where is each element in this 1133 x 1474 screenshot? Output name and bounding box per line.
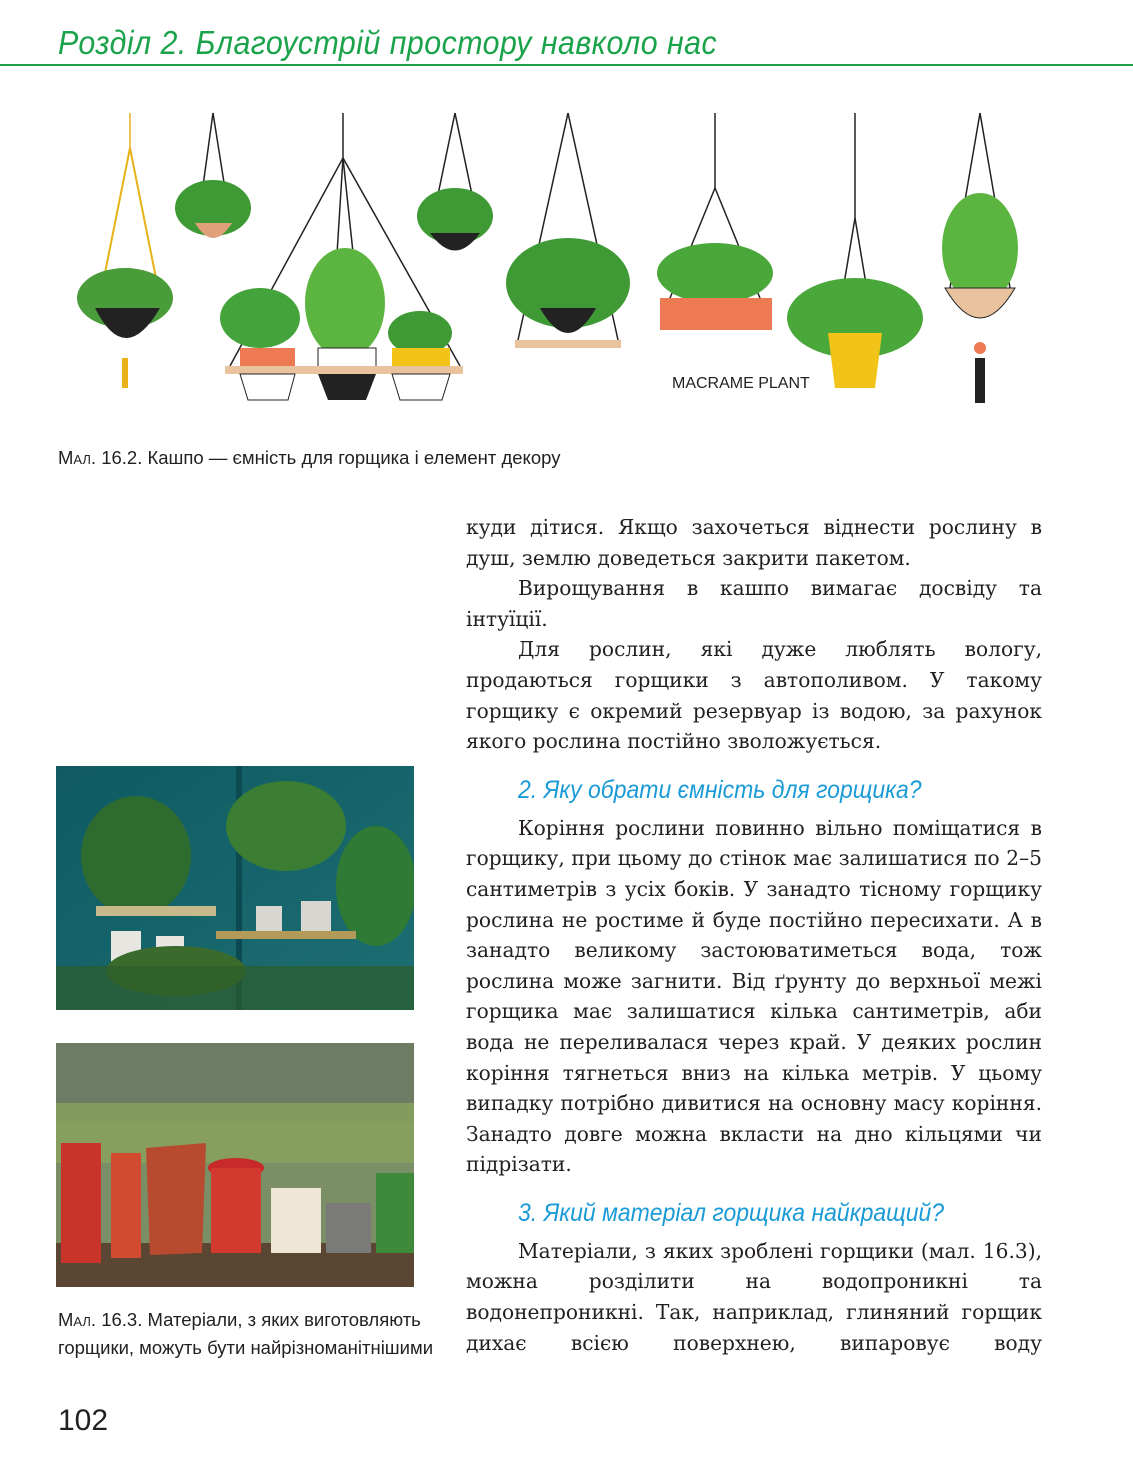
macrame-plant-label: MACRAME PLANT [672,375,810,392]
page-header [0,0,1133,70]
caption-text: 16.2. Кашпо — ємність для горщика і елемент декору [101,447,561,468]
paragraph: Для рослин, які дуже люблять вологу, продаються горщики з автополивом. У такому горщику є окремий резервуар із водою, за рахунок якого рослина постійно зволожується. [466,637,1042,754]
paragraph: Вирощування в кашпо вимагає досвіду та інтуїції. [466,576,1042,631]
section-heading: 2. Яку обрати ємність для горщика? [518,775,922,804]
caption-label: Мал. [58,1309,97,1330]
figure-16-2-caption [58,444,560,472]
pots-materials-photo [56,1043,414,1287]
page-number: 102 [58,1404,109,1437]
section-title: Розділ 2. Благоустрій простору навколо нас [58,24,718,61]
header-rule [0,64,1133,66]
hanging-plants-illustration [60,108,1060,430]
paragraph: Матеріали, з яких зроблені горщики (мал. 16.3), можна розділити на водопроникні та водонепроникні. Так, наприклад, глиняний горщик дихає всією поверхнею, випаровує воду [466,1238,1042,1355]
paragraph: куди дітися. Якщо захочеться віднести рослину в душ, землю доведеться закрити пакетом. [466,515,1042,570]
caption-text: 16.3. Матеріали, з яких виготовляють горщики, можуть бути найрізноманітнішими [58,1309,434,1358]
section-heading: 3. Який матеріал горщика найкращий? [518,1198,945,1227]
caption-label: Мал. [58,447,97,468]
shelf-plants-photo [56,766,414,1010]
main-text-column [466,512,1042,1358]
paragraph: Коріння рослини повинно вільно поміщатися в горщику, при цьому до стінок має залишатися по 2–5 сантиметрів з усіх боків. У занадто тісному горщику рослина не ростиме й буде постійно пересихати. А в занадто великому застоюватиметься вода, тож рослина може загнити. Від ґрунту до верхньої межі горщика має залишатися кілька сантиметрів, аби вода не переливалася через край. У деяких рослин коріння тягнеться вниз на кілька метрів. У цьому випадку потрібно дивитися на основну масу коріння. Занадто довге можна вкласти на дно кільцями чи підрізати. [466,815,1042,1177]
figure-16-3-caption [58,1306,438,1362]
